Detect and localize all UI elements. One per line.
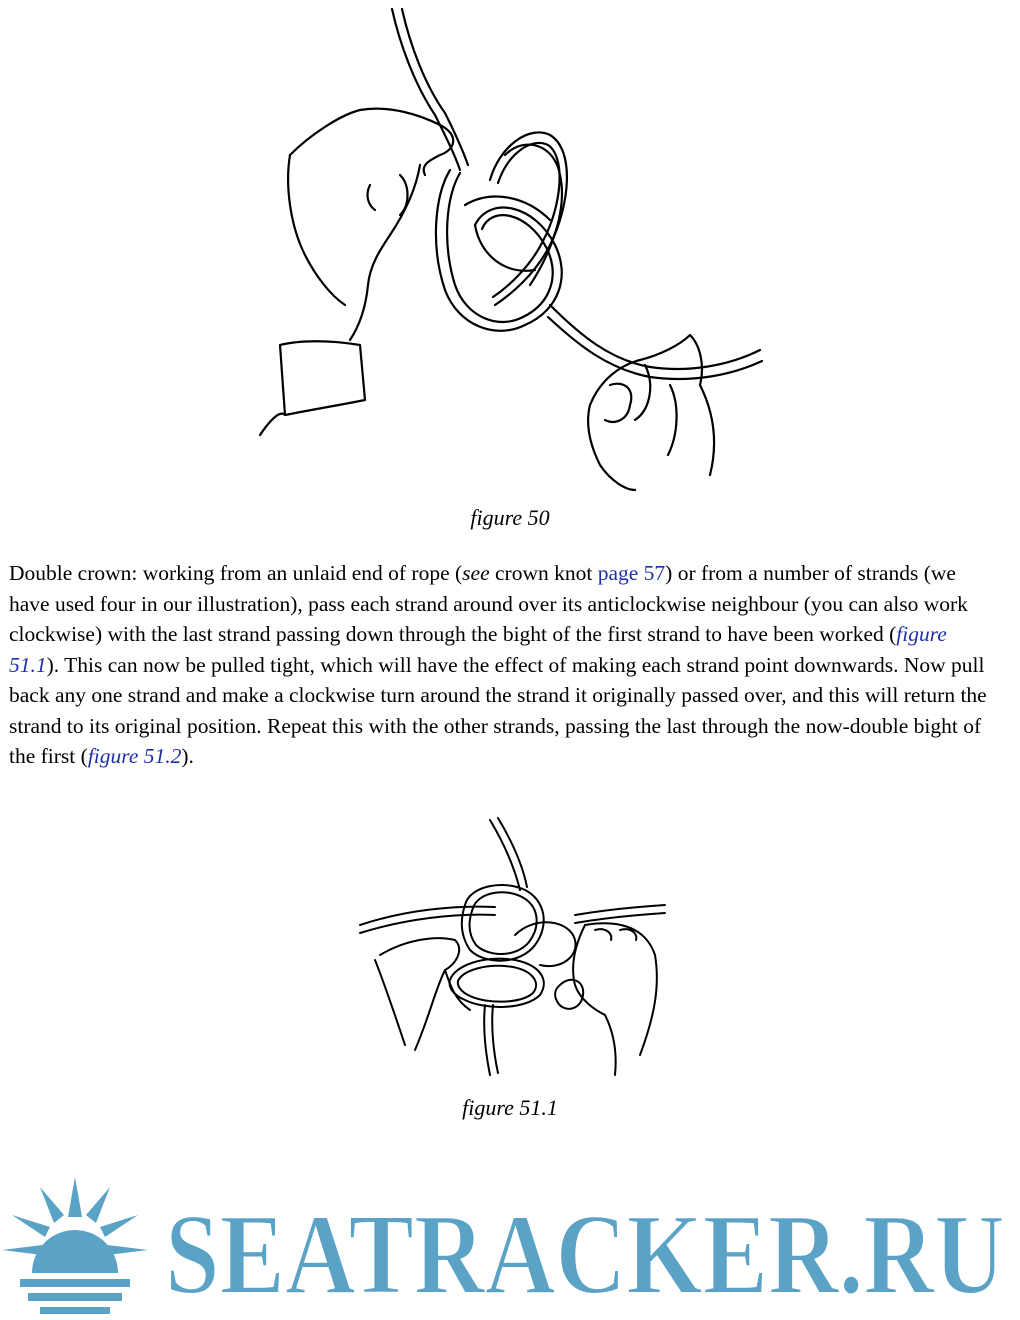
para-text-5: ). (181, 744, 194, 768)
para-text-3: ) or from a number of strands (we have used four in our illustration), pass each strand around over its anticlockwise neighbour (you can also work clockwise) with the last strand passing down through the bight of the first strand to have been worked ( (9, 561, 968, 646)
watermark-banner (0, 1165, 1020, 1320)
para-text-4: ). This can now be pulled tight, which will have the effect of making each strand point downwards. Now pull back any one strand and make a clockwise turn around the strand it originally passed over, and this will return the strand to its original position. Repeat this with the other strands, passing the last through the now-double bight of the first ( (9, 652, 987, 768)
sun-icon (2, 1177, 148, 1314)
watermark-text: SEATRACKER.RU (165, 1191, 1005, 1319)
figure-51-2-link[interactable] (88, 744, 182, 768)
body-paragraph (9, 558, 994, 772)
figure-51-1-link-text: figure 51.1 (9, 622, 947, 677)
para-text-2: crown knot (489, 561, 598, 585)
figure-51-1-caption: figure 51.1 (462, 1095, 558, 1120)
page-57-link[interactable]: page 57 (597, 561, 666, 585)
figure-51-2-link-text: figure 51.2 (87, 744, 182, 768)
see-emphasis: see (462, 561, 490, 585)
figure-50-caption: figure 50 (470, 505, 550, 530)
figure-50-illustration (250, 5, 770, 495)
figure-51-1-illustration (355, 815, 675, 1085)
para-text-1: Double crown: working from an unlaid end of rope ( (9, 561, 463, 585)
